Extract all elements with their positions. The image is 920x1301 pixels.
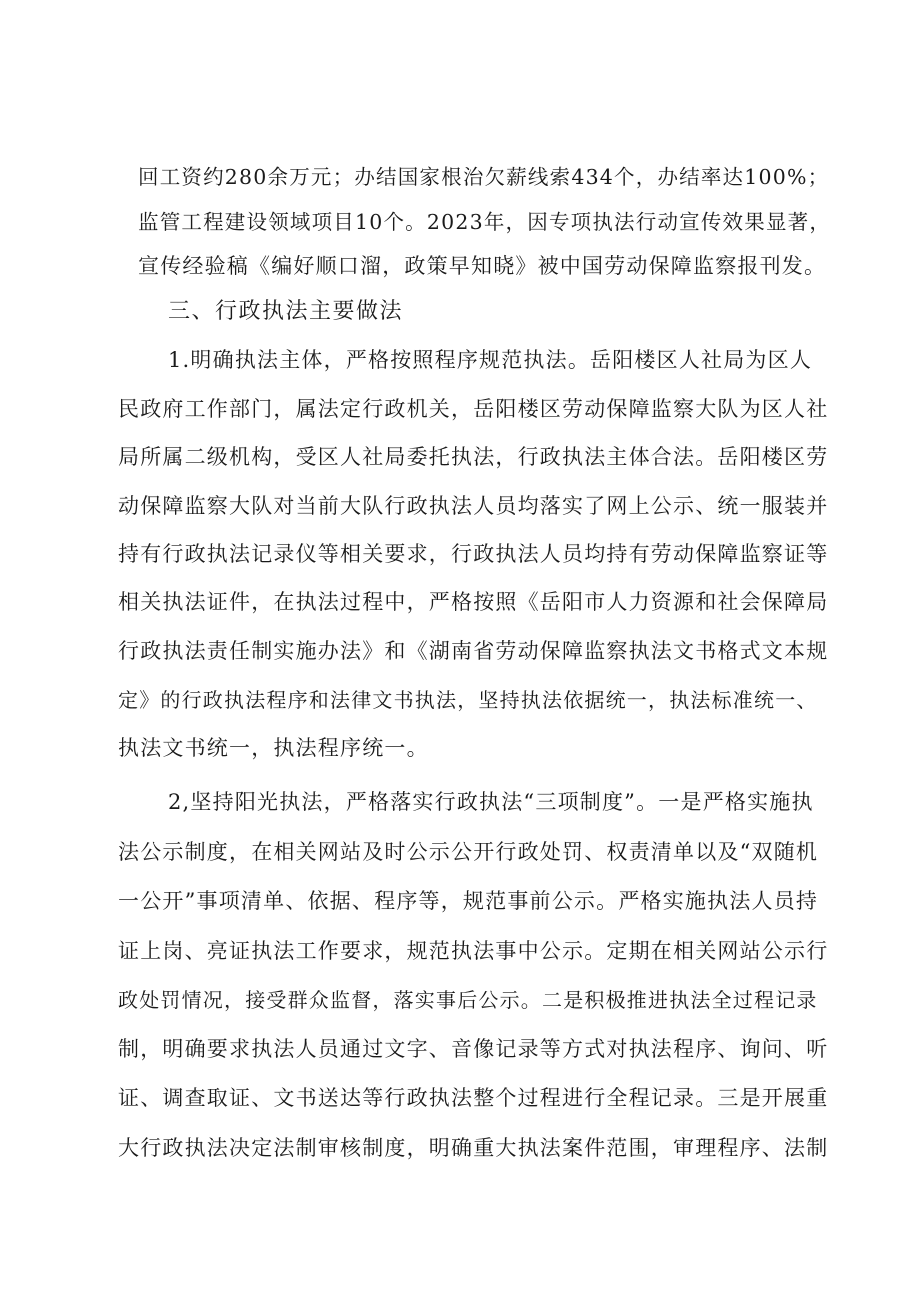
text-line: 宣传经验稿《编好顺口溜，政策早知晓》被中国劳动保障监察报刊发。 (138, 254, 827, 278)
paragraph-1-line: 相关执法证件，在执法过程中，严格按照《岳阳市人力资源和社会保障局 (118, 590, 829, 614)
paragraph-1-line: 1.明确执法主体，严格按照程序规范执法。岳阳楼区人社局为区人 (168, 348, 813, 372)
paragraph-2-line: 法公示制度，在相关网站及时公示公开行政处罚、权责清单以及“双随机 (118, 840, 819, 864)
paragraph-2-line: 大行政执法决定法制审核制度，明确重大执法案件范围，审理程序、法制 (118, 1136, 829, 1160)
paragraph-1-line: 动保障监察大队对当前大队行政执法人员均落实了网上公示、统一服装并 (118, 494, 829, 518)
paragraph-2-line: 一公开”事项清单、依据、程序等，规范事前公示。严格实施执法人员持 (118, 889, 819, 913)
paragraph-1-line: 持有行政执法记录仪等相关要求，行政执法人员均持有劳动保障监察证等 (118, 542, 829, 566)
text-line: 监管工程建设领域项目10个。2023年，因专项执法行动宣传效果显著， (138, 210, 832, 234)
paragraph-2-line: 2,坚持阳光执法，严格落实行政执法“三项制度”。一是严格实施执 (168, 790, 814, 814)
paragraph-1-line: 定》的行政执法程序和法律文书执法，坚持执法依据统一，执法标准统一、 (118, 688, 818, 712)
paragraph-1-line: 民政府工作部门，属法定行政机关，岳阳楼区劳动保障监察大队为区人社 (118, 397, 829, 421)
paragraph-2-line: 制，明确要求执法人员通过文字、音像记录等方式对执法程序、询问、听 (118, 1037, 829, 1061)
paragraph-2-line: 证、调查取证、文书送达等行政执法整个过程进行全程记录。三是开展重 (118, 1086, 829, 1110)
paragraph-1-line: 行政执法责任制实施办法》和《湖南省劳动保障监察执法文书格式文本规 (118, 639, 829, 663)
section-heading: 三、行政执法主要做法 (168, 299, 404, 324)
paragraph-2-line: 证上岗、亮证执法工作要求，规范执法事中公示。定期在相关网站公示行 (118, 939, 829, 963)
text-line: 回工资约280余万元；办结国家根治欠薪线索434个，办结率达100%； (138, 165, 830, 189)
paragraph-1-line: 局所属二级机构，受区人社局委托执法，行政执法主体合法。岳阳楼区劳 (118, 445, 829, 469)
paragraph-1-line: 执法文书统一，执法程序统一。 (118, 736, 429, 760)
paragraph-2-line: 政处罚情况，接受群众监督，落实事后公示。二是积极推进执法全过程记录 (118, 988, 818, 1012)
